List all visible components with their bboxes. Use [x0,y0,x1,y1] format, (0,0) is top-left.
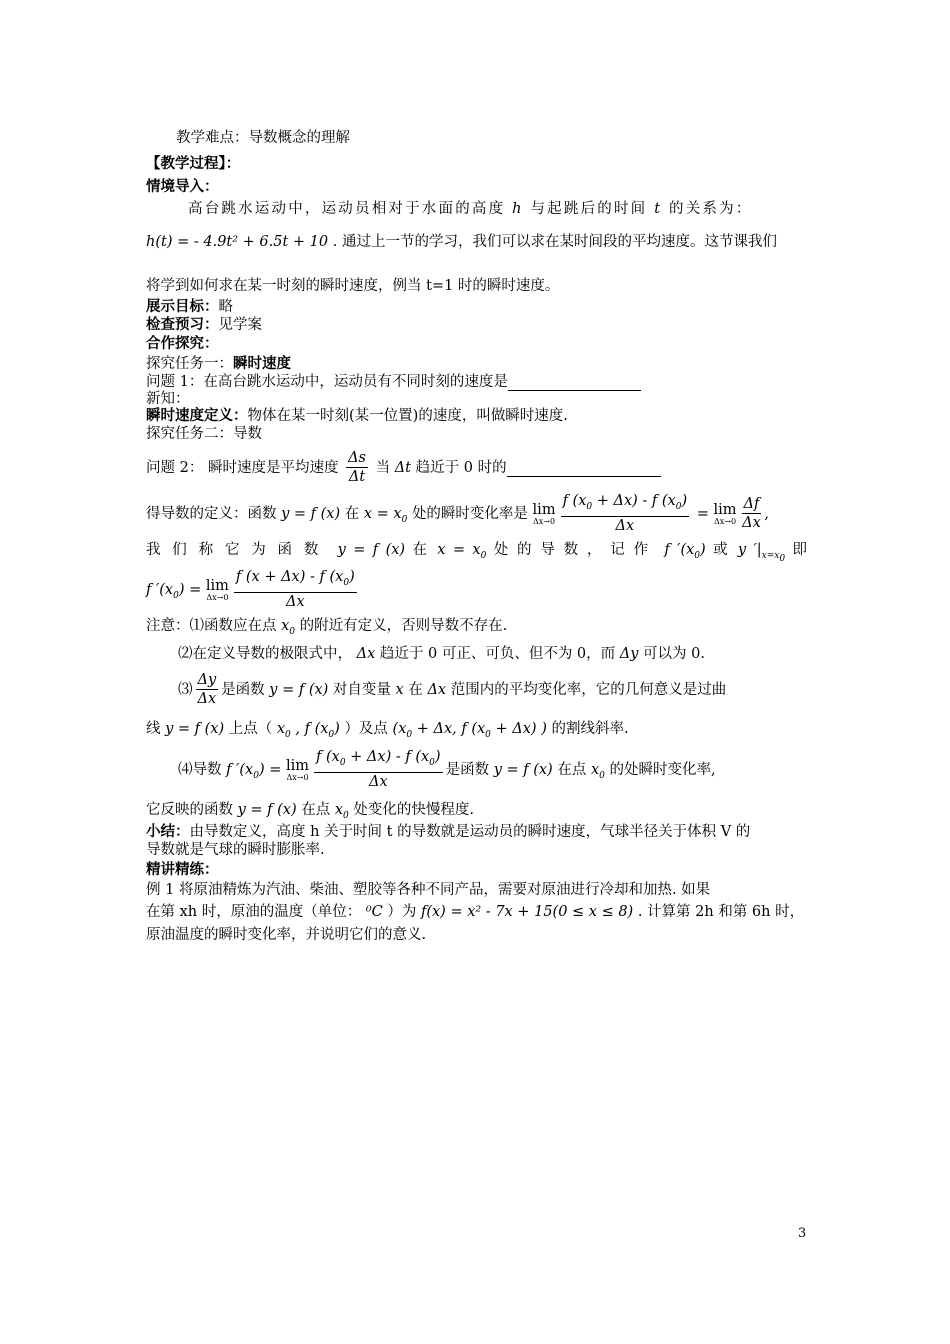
x-equals-x0: $x = x_0$ [363,506,408,525]
preview-label: 检查预习： [146,316,219,333]
situation-line-2 [146,233,777,251]
y-equals-fx-2: y = f (x) [337,542,406,558]
situation-text-d: . 通过上一节的学习，我们可以求在某时间段的平均速度。这节课我们 [332,234,777,250]
derivative-def-line: 得导数的定义：函数 y = f (x) 在 $x = x_0$ 处的瞬时变化率是 lim Δx→0 $\frac{f (x_0 + \Delta x) - f (x_0)}{\Delta x}$ = lim Δx→0 $\frac{\Delta f}{\Delta x}$ , [146,493,769,534]
height-formula: h(t) = - 4.9t² + 6.5t + 10 [146,234,329,250]
var-t: t [654,201,663,217]
note-3-text-g: 上点（ [228,721,273,737]
situation-text-a: 高台跳水运动中，运动员相对于水面的高度 [188,201,506,217]
y-equals-fx: y = f (x) [281,506,341,522]
delta-x: Δx [356,646,376,662]
derivative-formula-line [146,570,360,616]
x0: $x_0$ [281,618,296,637]
situation-text-c: 的关系为： [669,201,753,217]
preview-value: 见学案 [218,317,262,333]
y-equals-fx-5: y = f (x) [493,762,553,778]
task1-title: 瞬时速度 [233,355,291,372]
summary-line-1 [146,823,750,841]
task1-line [146,355,291,373]
note-2-text-b: 趋近于 0 可正、可负、但不为 0，而 [379,646,616,662]
derivative-notation-line [146,541,807,568]
ex1-text-b: 在第 xh 时，原油的温度（单位： [146,904,362,920]
task2-line: 探究任务二：导数 [146,426,262,442]
coop-heading: 合作探究： [146,335,219,352]
var-h: h [512,201,524,217]
x0-2: $x_0$ [590,762,605,781]
question1-line [146,373,641,391]
call-text-a: 我们称它为函数 [146,542,331,558]
y-equals-fx-6: y = f (x) [237,802,297,818]
question2-line [146,446,661,490]
note-3-text-a: ⑶ [178,682,193,698]
goal-line [146,298,233,316]
summary-label: 小结： [146,823,190,840]
avg-velocity-fraction: $\frac{\Delta s}{\Delta t}$ [348,450,366,485]
note-2-text-a: ⑵在定义导数的极限式中， [178,646,352,662]
process-heading: 【教学过程】： [146,155,241,172]
new-knowledge: 新知： [146,391,190,407]
note-2 [178,645,705,663]
point-x0: $x_0$ , f $(x_0)$ [276,721,340,740]
ex1-text-c: ）为 [387,904,417,920]
derivative-quotient-2: $\frac{f (x_0 + \Delta x) - f (x_0)}{\Delta x}$ [316,749,441,790]
equals-sign: = [696,506,709,522]
q2-text-b: 当 [375,460,391,476]
note-4-text-a: ⑷导数 [178,762,222,778]
question1-blank [508,376,641,391]
limit-operator-3: lim Δx→0 [205,577,229,602]
point-x0-dx: ($x_0 + \Delta x$, f $(x_0 + \Delta x)$ ) [392,721,547,740]
note-3-text-e: 范围内的平均变化率，它的几何意义是过曲 [450,682,727,698]
def-label: 瞬时速度定义： [146,407,248,424]
note-3-text-i: 的割线斜率. [551,721,629,737]
q2-text-c: 趋近于 0 时的 [415,460,507,476]
question1-text: 问题 1：在高台跳水运动中，运动员有不同时刻的速度是 [146,374,508,390]
goal-value: 略 [218,299,233,315]
var-x: x [395,682,404,698]
note-1-text: 注意：⑴函数应在点 [146,618,277,634]
note-4-text-g: 处变化的快慢程度. [353,802,474,818]
note-3-text-d: 在 [408,682,423,698]
f-prime-x0-2: f $'(x_0)$ = [146,582,202,601]
call-text-b: 在 [412,542,430,558]
limit-operator-4: lim Δx→0 [285,757,310,782]
situation-line-1 [188,200,753,218]
example1-line-1: 例 1 将原油精炼为汽油、柴油、塑胶等各种不同产品，需要对原油进行冷却和加热. 如果 [146,882,711,898]
f-prime-x0: f $'(x_0)$ [664,542,706,561]
note-3-text-b: 是函数 [221,682,265,698]
note-4-text-e: 它反映的函数 [146,802,233,818]
teaching-difficulty: 教学难点：导数概念的理解 [176,130,350,146]
goal-label: 展示目标： [146,298,219,315]
note-4-text-c: 在点 [557,762,587,778]
delta-f-over-delta-x: $\frac{\Delta f}{\Delta x}$ [742,496,761,531]
note-4-text-b: 是函数 [445,762,490,778]
note-1-text-b: 的附近有定义，否则导数不存在. [299,618,508,634]
question2-blank [507,460,661,477]
task1-prefix: 探究任务一： [146,356,233,372]
situation-heading: 情境导入： [146,178,219,195]
call-text-d: 或 [713,542,731,558]
note-3-text-h: ）及点 [344,721,388,737]
example1-line-2 [146,903,804,921]
x0-3: $x_0$ [334,802,349,821]
note-3-text-f: 线 [146,721,161,737]
example1-line-3: 原油温度的瞬时变化率，并说明它们的意义. [146,927,427,943]
y-equals-fx-3: y = f (x) [269,682,329,698]
note-4-text-f: 在点 [301,802,331,818]
limit-operator: lim Δx→0 [532,501,556,526]
temperature-unit: ⁰C [365,904,383,920]
deriv-text-a: 得导数的定义：函数 [146,506,277,522]
instant-velocity-def [146,407,568,425]
practice-heading: 精讲精练： [146,861,219,878]
y-prime-at-x0: y $'|_{x=x_0}$ [737,542,786,564]
call-text-c: 处的导数，记作 [493,542,657,558]
note-3-text-c: 对自变量 [332,682,391,698]
deriv-text-c: 处的瞬时变化率是 [411,506,528,522]
note-3 [178,668,726,712]
call-text-e: 即 [792,542,807,558]
preview-line [146,316,262,334]
note-1 [146,617,507,641]
limit-operator-2: lim Δx→0 [713,501,737,526]
ex1-text-d: . 计算第 2h 和第 6h 时， [637,904,805,920]
summary-line-2: 导数就是气球的瞬时膨胀率. [146,842,325,858]
f-prime-x0-3: f $'(x_0)$ = [226,762,282,781]
delta-t: Δt [394,460,412,476]
situation-line-3: 将学到如何求在某一时刻的瞬时速度，例当 t=1 时的瞬时速度。 [146,278,560,294]
def-text: 物体在某一时刻(某一位置)的速度，叫做瞬时速度. [247,408,568,424]
page-number: 3 [798,1226,807,1241]
q2-text-a: 问题 2： 瞬时速度是平均速度 [146,460,339,476]
y-equals-fx-4: y = f (x) [165,721,225,737]
delta-x-2: Δx [427,682,447,698]
note-4-text-d: 的处瞬时变化率, [609,762,716,778]
note-4-continued [146,801,474,825]
note-3-continued [146,720,629,744]
note-4 [178,750,716,796]
x-equals-x0-2: $x = x_0$ [437,542,487,561]
temperature-formula: f(x) = x² - 7x + 15(0 ≤ x ≤ 8) [420,904,634,920]
delta-y: Δy [619,646,639,662]
summary-text-a: 由导数定义，高度 h 关于时间 t 的导数就是运动员的瞬时速度，气球半径关于体积 V 的 [189,824,751,840]
note-2-text-c: 可以为 0. [643,646,705,662]
situation-text-b: 与起跳后的时间 [530,201,648,217]
dy-over-dx: $\frac{\Delta y}{\Delta x}$ [197,672,217,707]
difference-quotient: $\frac{f (x_0 + \Delta x) - f (x_0)}{\Delta x}$ [562,493,688,534]
deriv-text-b: 在 [344,506,360,522]
derivative-quotient: $\frac{f (x + \Delta x) - f (x_0)}{\Delta x}$ [235,569,355,610]
